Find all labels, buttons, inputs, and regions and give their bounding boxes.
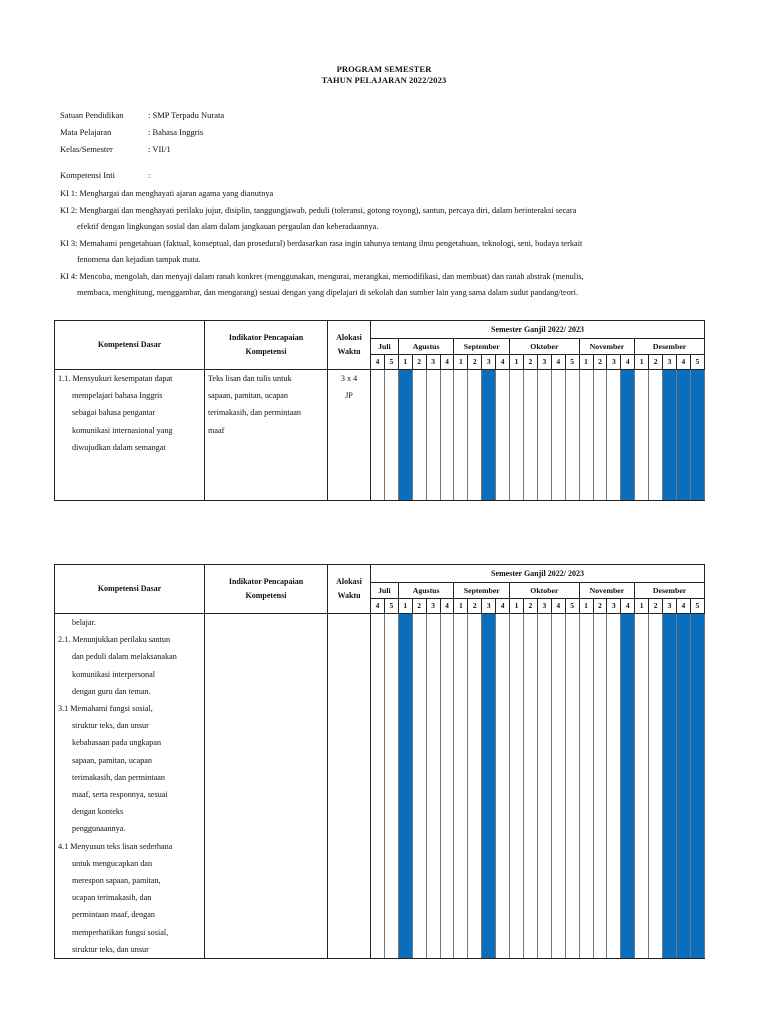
header-month-desember: Desember [635,583,705,599]
header-alokasi-line2: Waktu [337,347,361,356]
header-indikator-line2: Kompetensi [245,347,287,356]
schedule-cell [468,370,482,501]
header-week-september-4: 4 [496,599,510,614]
kd-item-line: merespon sapaan, pamitan, [72,876,161,886]
kd-item-line: terimakasih, dan permintaan [72,772,165,782]
header-week-desember-4: 4 [676,355,690,370]
indikator-line: terimakasih, dan permintaan [208,408,301,418]
table-header [55,321,705,370]
ki-2-cont: efektif dengan lingkungan sosial dan alam dalam jangkauan pergaulan dan keberadaannya. [77,222,379,231]
header-week-juli-5: 5 [384,355,398,370]
info-kompetensi-inti [60,170,150,180]
schedule-cell [635,370,649,501]
schedule-cell-active [676,614,690,959]
header-week-desember-5: 5 [690,599,704,614]
kd-item-line: komunikasi internasional yang [72,425,173,435]
ki-1: KI 1: Menghargai dan menghayati ajaran agama yang dianutnya [60,189,274,198]
schedule-cell [551,370,565,501]
schedule-cell-active [676,370,690,501]
header-week-september-1: 1 [454,599,468,614]
header-week-november-4: 4 [621,355,635,370]
header-kompetensi-dasar: Kompetensi Dasar [55,565,205,614]
header-week-agustus-3: 3 [426,599,440,614]
header-month-november: November [579,339,635,355]
schedule-cell [607,370,621,501]
kd-item-line: ucapan terimakasih, dan [72,893,152,903]
header-alokasi-line2: Waktu [337,591,361,600]
table-row [55,614,705,959]
schedule-cell [565,370,579,501]
ki-3: KI 3: Memahami pengetahuan (faktual, konseptual, dan prosedural) berdasarkan rasa ingin tahunya tentang ilmu pengetahuan, teknologi, seni, budaya terkait [60,238,583,248]
schedule-cell-active [482,370,496,501]
table-header [55,565,705,614]
header-week-oktober-2: 2 [523,599,537,614]
header-week-september-4: 4 [496,355,510,370]
schedule-cell-active [690,370,704,501]
header-week-oktober-1: 1 [510,355,524,370]
info-label: Kelas/Semester [60,144,113,154]
alokasi-waktu-cell [328,614,371,959]
schedule-cell [412,614,426,959]
info-satuan-pendidikan [60,110,224,120]
kd-item-line: dengan guru dan teman. [72,686,151,696]
header-month-oktober: Oktober [510,339,580,355]
header-week-desember-3: 3 [663,355,677,370]
header-alokasi-waktu [328,565,371,614]
header-semester: Semester Ganjil 2022/ 2023 [371,565,705,583]
kd-item-line: kebahasaan pada ungkapan [72,738,162,748]
header-week-september-1: 1 [454,355,468,370]
kd-item-line: penggunaannya. [72,824,126,834]
kd-item-line: struktur teks, dan unsur [72,944,149,954]
kd-item-line: sapaan, pamitan, ucapan [72,755,153,765]
schedule-cell [371,370,385,501]
schedule-cell-active [663,370,677,501]
header-week-agustus-4: 4 [440,599,454,614]
alokasi-line: JP [345,391,353,401]
schedule-cell [635,614,649,959]
header-alokasi-line1: Alokasi [336,577,362,586]
kd-item [58,631,201,700]
header-week-oktober-1: 1 [510,599,524,614]
header-week-agustus-3: 3 [426,355,440,370]
info-label: Kompetensi Inti [60,170,116,180]
info-label: Mata Pelajaran [60,127,112,137]
indikator-line: maaf [208,425,225,435]
schedule-cell [426,614,440,959]
header-week-oktober-5: 5 [565,599,579,614]
schedule-cell [551,614,565,959]
schedule-cell-active [663,614,677,959]
header-month-oktober: Oktober [510,583,580,599]
kd-item-line: dengan konteks [72,807,124,817]
kd-item-line: struktur teks, dan unsur [72,721,149,731]
header-indikator [205,565,328,614]
header-month-september: September [454,583,510,599]
schedule-cell [412,370,426,501]
header-indikator-line1: Indikator Pencapaian [228,333,304,342]
kd-item-line: belajar. [72,618,96,627]
header-week-september-3: 3 [482,355,496,370]
alokasi-waktu-cell [328,370,371,501]
header-week-oktober-4: 4 [551,355,565,370]
schedule-cell [649,614,663,959]
header-week-oktober-3: 3 [537,599,551,614]
schedule-cell [510,614,524,959]
header-week-oktober-4: 4 [551,599,565,614]
schedule-cell [496,614,510,959]
kd-item-first-line: 4.1 Menyusun teks lisan sederhana [58,841,173,851]
table-row [55,370,705,501]
header-alokasi-line1: Alokasi [336,333,362,342]
header-week-desember-1: 1 [635,355,649,370]
program-semester-table-1 [54,320,705,501]
schedule-cell-active [482,614,496,959]
header-week-agustus-4: 4 [440,355,454,370]
kd-item-first-line: 3.1 Memahami fungsi sosial, [58,704,153,714]
header-week-agustus-1: 1 [398,599,412,614]
header-alokasi-waktu [328,321,371,370]
alokasi-line: 3 x 4 [340,374,358,383]
header-week-oktober-5: 5 [565,355,579,370]
kd-item-line: diwujudkan dalam semangat [72,442,166,452]
indikator-line: Teks lisan dan tulis untuk [208,374,292,383]
header-week-november-3: 3 [607,355,621,370]
schedule-cell [426,370,440,501]
header-month-november: November [579,583,635,599]
indikator-cell [205,370,328,501]
indikator-line: sapaan, pamitan, ucapan [208,391,289,401]
schedule-cell-active [398,370,412,501]
info-value: : VII/1 [148,144,171,154]
header-week-agustus-1: 1 [398,355,412,370]
ki-3-cont: fenomena dan kejadian tampak mata. [77,255,201,264]
header-month-desember: Desember [635,339,705,355]
schedule-cell [440,370,454,501]
header-month-agustus: Agustus [398,583,454,599]
info-value: : SMP Terpadu Nurata [148,110,225,120]
schedule-cell [454,614,468,959]
schedule-cell [607,614,621,959]
header-week-desember-1: 1 [635,599,649,614]
header-week-november-2: 2 [593,599,607,614]
kd-item-line: untuk mengucapkan dan [72,858,153,868]
schedule-cell [384,370,398,501]
header-kompetensi-dasar: Kompetensi Dasar [55,321,205,370]
header-week-juli-4: 4 [371,599,385,614]
info-value: : Bahasa Inggris [148,127,204,137]
header-week-november-4: 4 [621,599,635,614]
kd-item [58,370,201,456]
header-month-agustus: Agustus [398,339,454,355]
kd-item-line: mempelajari bahasa Inggris [72,391,163,401]
header-week-oktober-2: 2 [523,355,537,370]
schedule-cell [593,370,607,501]
indikator-cell [205,614,328,959]
header-week-agustus-2: 2 [412,355,426,370]
kompetensi-dasar-cell [55,370,205,501]
info-label: Satuan Pendidikan [60,110,124,120]
kd-item-line: komunikasi interpersonal [72,669,155,679]
schedule-cell [579,614,593,959]
header-week-oktober-3: 3 [537,355,551,370]
schedule-cell [523,614,537,959]
schedule-cell [440,614,454,959]
header-week-desember-2: 2 [649,599,663,614]
header-week-desember-4: 4 [676,599,690,614]
info-kelas-semester [60,144,171,154]
schedule-cell [510,370,524,501]
header-month-juli: Juli [371,583,399,599]
header-indikator [205,321,328,370]
schedule-cell [496,370,510,501]
schedule-cell-active [621,614,635,959]
page-title: PROGRAM SEMESTER [336,64,432,74]
header-week-desember-3: 3 [663,599,677,614]
header-week-september-2: 2 [468,599,482,614]
header-week-agustus-2: 2 [412,599,426,614]
ki-4-cont: membaca, menghitung, menggambar, dan mengarang) sesuai dengan yang dipelajari di sekolah dan sumber lain yang sama dalam sudut pandang/teori. [77,288,579,297]
header-indikator-line1: Indikator Pencapaian [228,577,304,586]
header-week-november-1: 1 [579,599,593,614]
kd-item-first-line: 2.1. Menunjukkan perilaku santun [58,635,171,645]
header-week-september-3: 3 [482,599,496,614]
schedule-cell [537,614,551,959]
schedule-cell [454,370,468,501]
schedule-cell [468,614,482,959]
kd-item-line: permintaan maaf, dengan [72,910,155,920]
schedule-cell [579,370,593,501]
header-month-september: September [454,339,510,355]
info-mata-pelajaran [60,127,203,137]
kd-item-first-line: 1.1. Mensyukuri kesempatan dapat [58,374,173,383]
page-subtitle: TAHUN PELAJARAN 2022/2023 [321,75,447,85]
schedule-cell [523,370,537,501]
ki-4: KI 4: Mencoba, mengolah, dan menyaji dalam ranah konkret (menggunakan, mengurai, merangkai, memodifikasi, dan membuat) dan ranah abstrak (menulis, [60,271,584,281]
header-week-november-3: 3 [607,599,621,614]
header-month-juli: Juli [371,339,399,355]
kd-item-line: sebagai bahasa pengantar [72,408,156,418]
info-value: : [148,170,151,180]
kd-item-line: maaf, serta responnya, sesuai [72,790,168,800]
header-week-juli-4: 4 [371,355,385,370]
kompetensi-dasar-cell [55,614,205,959]
schedule-cell-active [690,614,704,959]
kd-item [58,838,201,958]
schedule-cell-active [398,614,412,959]
header-semester: Semester Ganjil 2022/ 2023 [371,321,705,339]
schedule-cell [649,370,663,501]
kd-item-line: memperhatikan fungsi sosial, [72,927,169,937]
schedule-cell [384,614,398,959]
schedule-cell [371,614,385,959]
header-week-desember-2: 2 [649,355,663,370]
schedule-cell [593,614,607,959]
header-week-november-1: 1 [579,355,593,370]
header-week-september-2: 2 [468,355,482,370]
header-week-november-2: 2 [593,355,607,370]
kd-item-line: dan peduli dalam melaksanakan [72,652,177,662]
ki-list [60,186,710,302]
kd-item [58,614,201,631]
header-week-juli-5: 5 [384,599,398,614]
kd-item [58,700,201,838]
schedule-cell [565,614,579,959]
ki-2: KI 2: Menghargai dan menghayati perilaku jujur, disiplin, tanggungjawab, peduli (toleransi, gotong royong), santun, percaya diri, dalam berinteraksi secara [60,205,577,215]
header-week-desember-5: 5 [690,355,704,370]
schedule-cell-active [621,370,635,501]
header-indikator-line2: Kompetensi [245,591,287,600]
schedule-cell [537,370,551,501]
program-semester-table-2 [54,564,705,959]
